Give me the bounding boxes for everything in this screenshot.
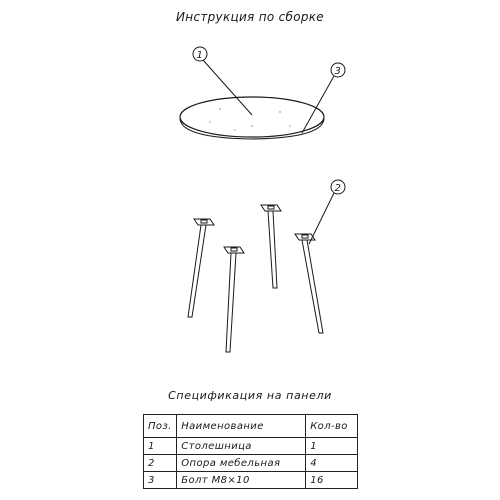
row-name: Болт М8×10	[177, 472, 306, 489]
row-quantity: 16	[306, 472, 358, 489]
row-position: 2	[144, 455, 177, 472]
leg-back-right	[261, 205, 281, 288]
page-title: Инструкция по сборке	[176, 10, 324, 24]
header-name: Наименование	[177, 415, 306, 438]
callout-tabletop-label: 1	[196, 50, 203, 61]
row-position: 1	[144, 438, 177, 455]
specification-title: Спецификация на панели	[168, 389, 332, 402]
header-position: Поз.	[144, 415, 177, 438]
leg-front-center	[224, 247, 244, 352]
row-name: Столешница	[177, 438, 306, 455]
row-quantity: 1	[306, 438, 358, 455]
callout-bolt-label: 3	[334, 66, 341, 77]
row-position: 3	[144, 472, 177, 489]
specification-table	[143, 414, 358, 489]
row-name: Опора мебельная	[177, 455, 306, 472]
table-row	[144, 438, 358, 455]
header-quantity: Кол-во	[306, 415, 358, 438]
leg-front-left	[188, 219, 214, 317]
row-quantity: 4	[306, 455, 358, 472]
table-row	[144, 455, 358, 472]
leg-front-right	[295, 234, 323, 333]
table-header-row	[144, 415, 358, 438]
table-row	[144, 472, 358, 489]
callout-leg-label: 2	[334, 183, 341, 194]
